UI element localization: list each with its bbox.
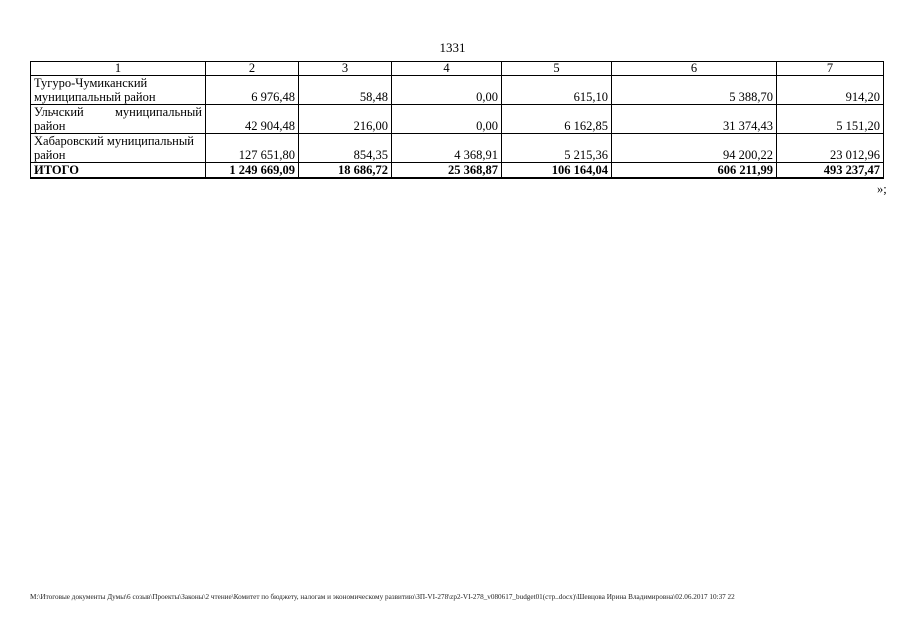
total-label: ИТОГО: [31, 163, 206, 179]
column-header-1: 1: [31, 62, 206, 76]
table-cell: 0,00: [392, 76, 502, 105]
table-row: [31, 105, 884, 134]
table-cell: 854,35: [299, 134, 392, 163]
total-cell: 1 249 669,09: [206, 163, 299, 179]
closing-quote-mark: »;: [877, 182, 887, 196]
table-row: [31, 134, 884, 163]
table-cell: 127 651,80: [206, 134, 299, 163]
district-name: Хабаровский муниципальный район: [31, 134, 206, 163]
table-cell: 6 976,48: [206, 76, 299, 105]
table-cell: 94 200,22: [612, 134, 777, 163]
footer-file-path: M:\Итоговые документы Думы\6 созыв\Проекты\Законы\2 чтение\Комитет по бюджету, налогам и экономическому развитию\ЗП-VI-278\zp2-VI-278_v080617_budget01(стр..docx)\Шевцова Ирина Владимировна\02.06.2017 10:37 22: [30, 593, 735, 601]
table-cell: 42 904,48: [206, 105, 299, 134]
total-cell: 493 237,47: [777, 163, 884, 179]
total-cell: 106 164,04: [502, 163, 612, 179]
column-header-6: 6: [612, 62, 777, 76]
table-cell: 23 012,96: [777, 134, 884, 163]
header-row: [31, 62, 884, 76]
table-cell: 5 151,20: [777, 105, 884, 134]
column-header-5: 5: [502, 62, 612, 76]
table-cell: 914,20: [777, 76, 884, 105]
table-cell: 615,10: [502, 76, 612, 105]
column-header-7: 7: [777, 62, 884, 76]
budget-table: [30, 61, 884, 179]
column-header-2: 2: [206, 62, 299, 76]
table-cell: 58,48: [299, 76, 392, 105]
table-cell: 4 368,91: [392, 134, 502, 163]
table-cell: 31 374,43: [612, 105, 777, 134]
page-number: 1331: [439, 40, 466, 55]
table-cell: 5 215,36: [502, 134, 612, 163]
column-header-4: 4: [392, 62, 502, 76]
total-cell: 18 686,72: [299, 163, 392, 179]
total-cell: 25 368,87: [392, 163, 502, 179]
table-cell: 216,00: [299, 105, 392, 134]
table-cell: 0,00: [392, 105, 502, 134]
table-cell: 6 162,85: [502, 105, 612, 134]
total-row: [31, 163, 884, 179]
district-name: Ульчский муниципальный район: [31, 105, 206, 134]
table-cell: 5 388,70: [612, 76, 777, 105]
district-name: Тугуро-Чумиканский муниципальный район: [31, 76, 206, 105]
total-cell: 606 211,99: [612, 163, 777, 179]
table-row: [31, 76, 884, 105]
column-header-3: 3: [299, 62, 392, 76]
